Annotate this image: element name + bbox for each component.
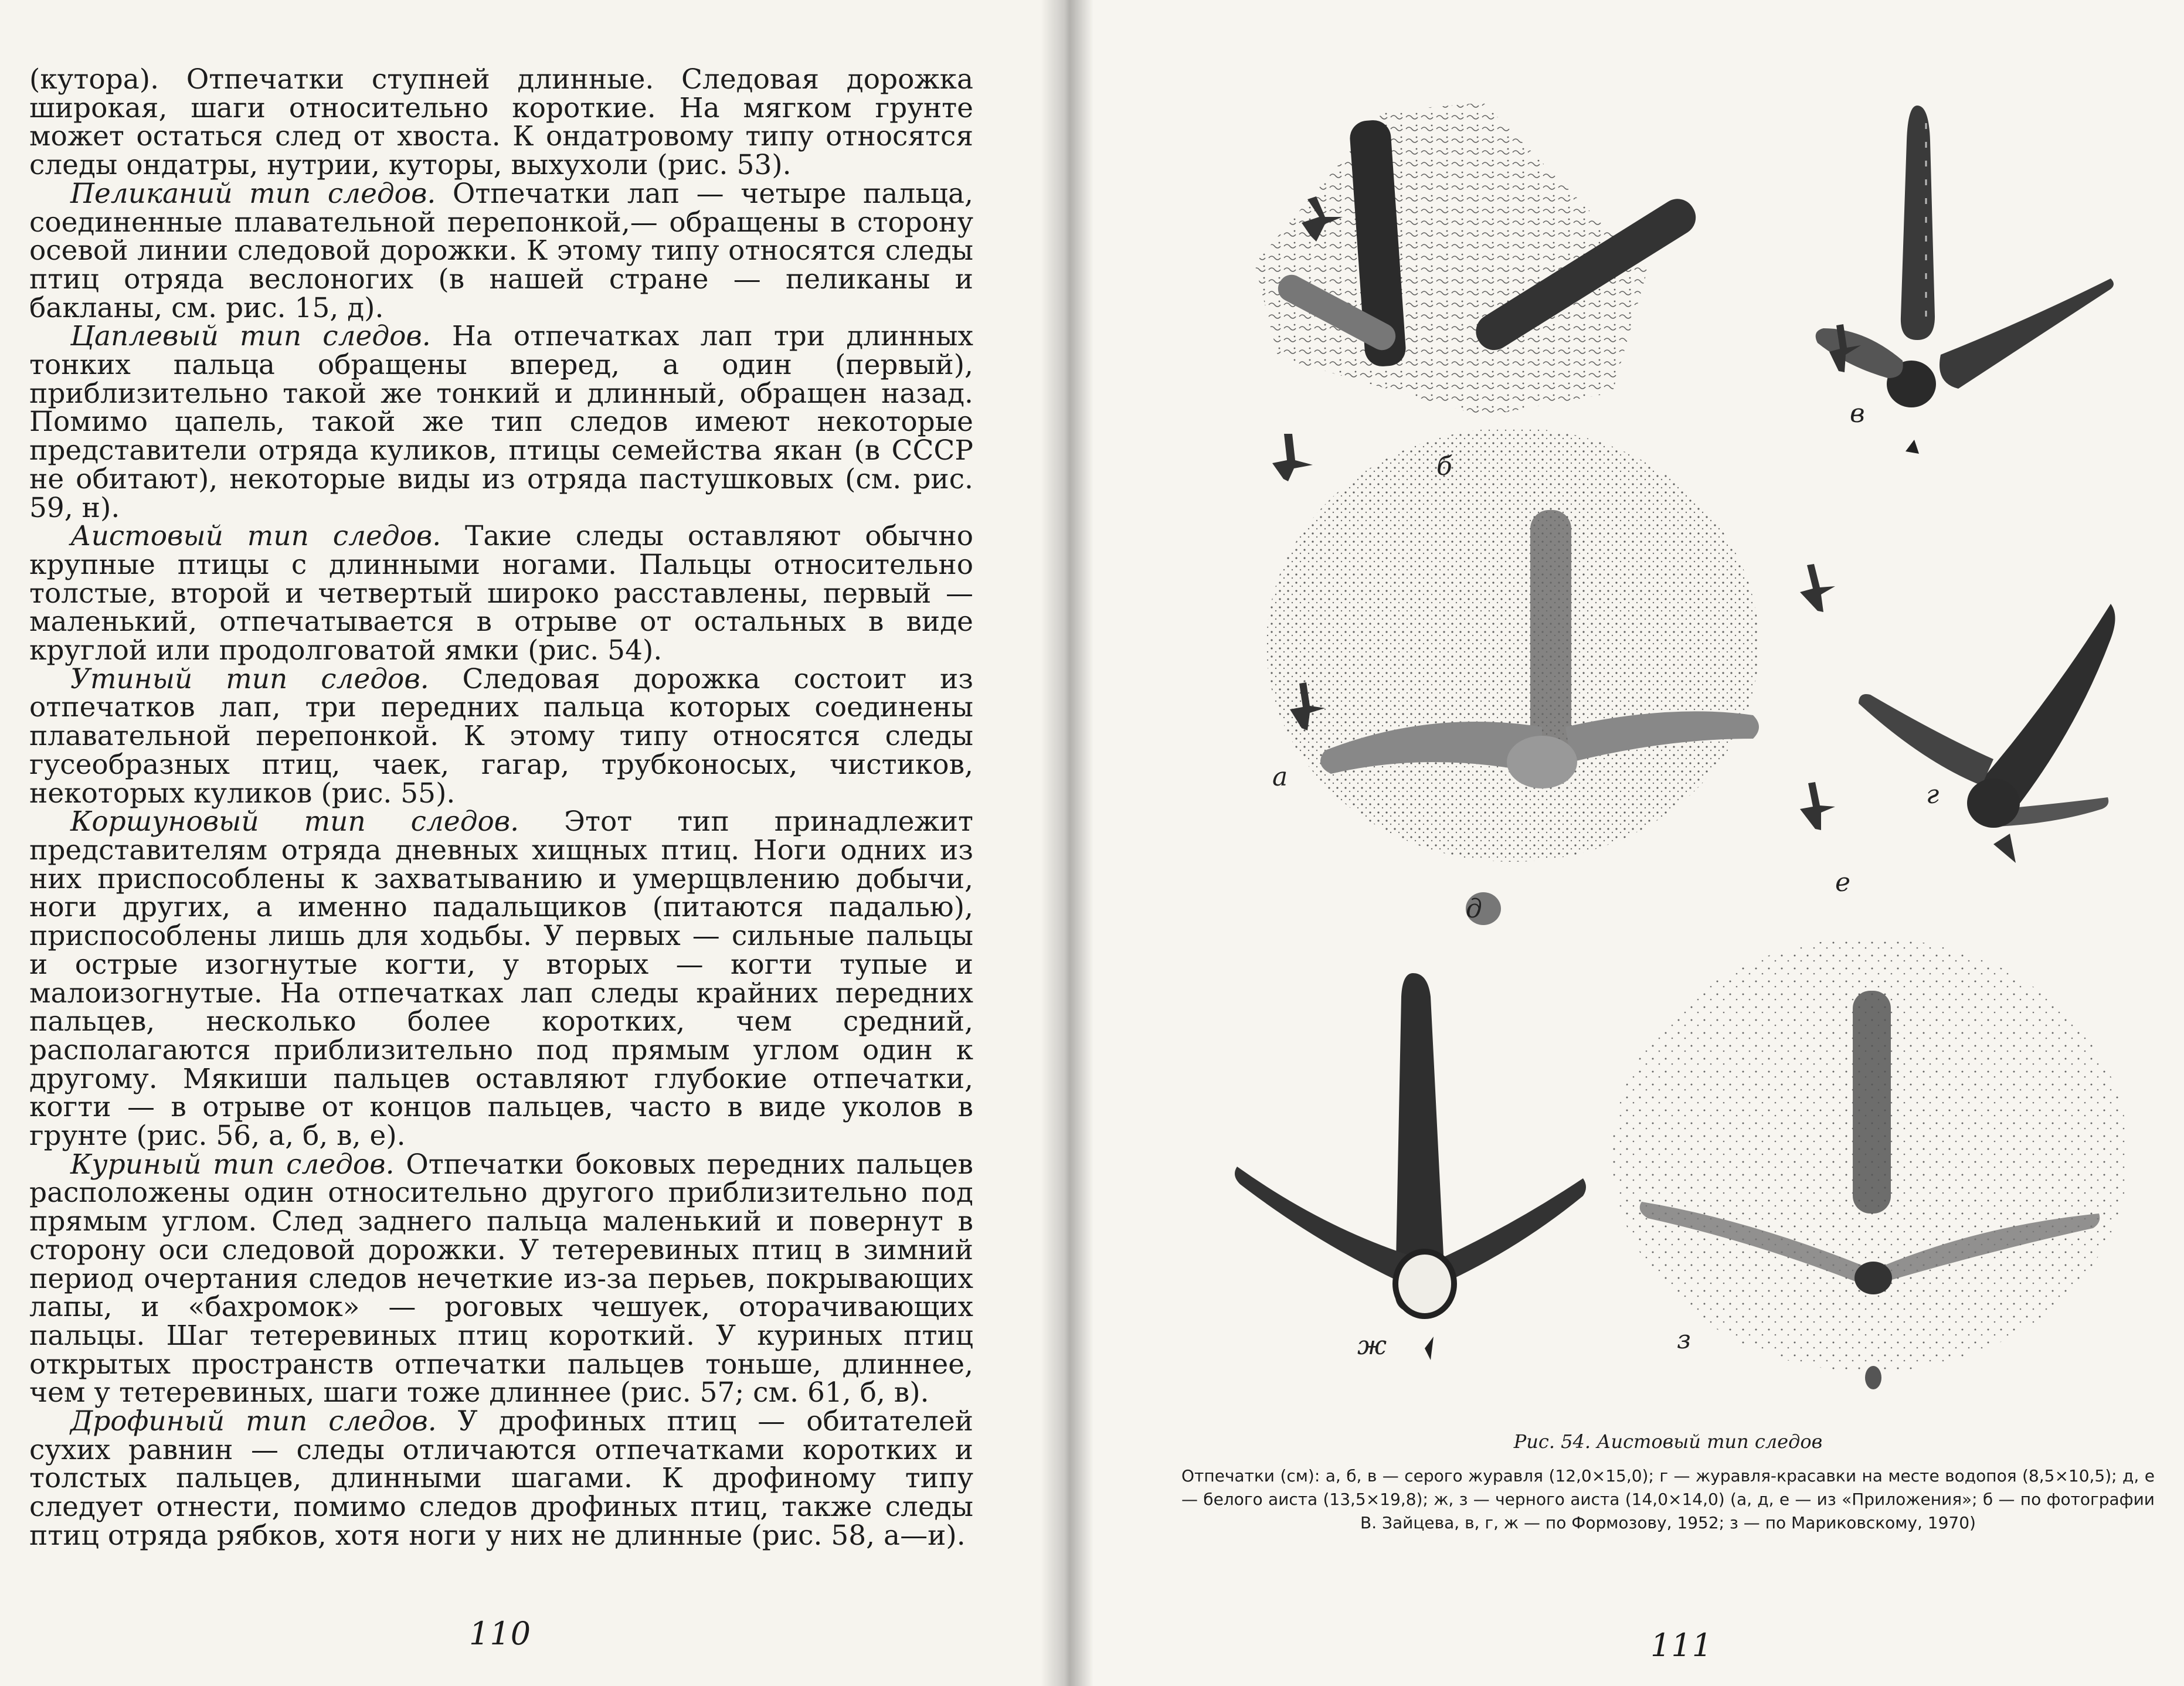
figure-label-e: е	[1835, 868, 1851, 898]
paragraph-title: Куриный тип следов.	[70, 1148, 395, 1181]
footprint-b	[1255, 103, 1703, 481]
paragraph-stork: Аистовый тип следов. Такие следы оставляют обычно крупные птицы с длинными ногами. Пальцы относительно толстые, второй и четвертый широко расставлены, первый — маленький, отпечатывается в отрыве от остальных в виде круглой или продолговатой ямки (рис. 54).	[29, 520, 973, 667]
figure-label-b: б	[1436, 451, 1452, 481]
figure-54-footprints	[1237, 88, 2111, 1419]
paragraph-kite: Коршуновый тип следов. Этот тип принадлежит представителям отряда дневных хищных птиц. Ноги одних из них приспособлены к захватыванию и умерщвлению добычи, ноги других, а именно падальщиков (питаются падалью), приспособлены лишь для ходьбы. У первых — сильные пальцы и острые изогнутые когти, у вторых — когти тупые и малоизогнутые. На отпечатках лап следы крайних передних пальцев, несколько более коротких, чем средний, располагаются приблизительно под прямым углом один к другому. Мякиши пальцев оставляют глубокие отпечатки, когти — в отрыве от концов пальцев, часто в виде уколов в грунте (рис. 56, а, б, в, е).	[29, 805, 973, 1153]
figure-label-z: з	[1677, 1325, 1691, 1355]
paragraph-title: Пеликаний тип следов.	[70, 177, 436, 210]
footprint-zh	[1235, 973, 1586, 1360]
left-page	[0, 0, 1055, 1686]
figure-caption	[1181, 1430, 2155, 1535]
paragraph-pelican: Пеликаний тип следов. Отпечатки лап — четыре пальца, соединенные плавательной перепонкой,— обращены в сторону осевой линии следовой дорожки. К этому типу относятся следы птиц отряда веслоногих (в нашей стране — пеликаны и бакланы, см. рис. 15, д).	[29, 177, 973, 324]
paragraph-bustard: Дрофиный тип следов. У дрофиных птиц — обитателей сухих равнин — следы отличаются отпечатками коротких и толстых пальцев, длинными шагами. К дрофиному типу следует отнести, помимо следов дрофиных птиц, также следы птиц отряда рябков, хотя ноги у них не длинные (рис. 58, а—и).	[29, 1405, 973, 1552]
paragraph-0: (кутора). Отпечатки ступней длинные. Следовая дорожка широкая, шаги относительно короткие. На мягком грунте может остаться след от хвоста. К ондатровому типу относятся следы ондатры, нутрии, куторы, выхухоли (рис. 53).	[29, 63, 973, 182]
caption-text: Отпечатки (см): а, б, в — серого журавля (12,0×15,0); г — журавля-красавки на месте водопоя (8,5×10,5); д, е — белого аиста (13,5×19,8); ж, з — черного аиста (14,0×14,0) (а, д, е — из «Приложения»; б — по фотографии В. Зайцева, в, г, ж — по Формозову, 1952; з — по Мариковскому, 1970)	[1181, 1466, 2155, 1532]
figure-label-zh: ж	[1357, 1331, 1387, 1361]
figure-label-v: в	[1850, 399, 1865, 429]
caption-title: Рис. 54. Аистовый тип следов	[1513, 1430, 1823, 1453]
figure-label-g: г	[1926, 780, 1940, 810]
paragraph-title: Дрофиный тип следов.	[70, 1405, 437, 1438]
footprint-illustrations	[1237, 88, 2111, 1419]
paragraph-title: Цаплевый тип следов.	[70, 320, 431, 353]
paragraph-heron: Цаплевый тип следов. На отпечатках лап три длинных тонких пальца обращены вперед, а один (первый), приблизительно такой же тонкий и длинный, обращен назад. Помимо цапель, такой же тип следов имеют некоторые представители отряда куликов, птицы семейства якан (в СССР не обитают), некоторые виды из отряда пастушковых (см. рис. 59, н).	[29, 320, 973, 524]
figure-label-d: д	[1466, 894, 1482, 924]
paragraph-chicken: Куриный тип следов. Отпечатки боковых передних пальцев расположены один относительно другого приблизительно под прямым углом. След заднего пальца маленький и повернут в сторону оси следовой дорожки. У тетеревиных птиц в зимний период очертания следов нечеткие из-за перьев, покрывающих лапы, и «бахромок» — роговых чешуек, оторачивающих пальцы. Шаг тетеревиных птиц короткий. У куриных птиц открытых пространств отпечатки пальцев тоньше, длиннее, чем у тетеревиных, шаги тоже длиннее (рис. 57; см. 61, б, в).	[29, 1148, 974, 1409]
paragraph-title: Утиный тип следов.	[70, 662, 429, 695]
paragraph-title: Аистовый тип следов.	[70, 520, 441, 553]
page-number-right: 111	[1650, 1627, 1713, 1664]
footprint-d	[1266, 428, 1835, 925]
figure-label-a: а	[1272, 762, 1288, 792]
left-page-text	[29, 63, 974, 1552]
footprint-g	[1859, 604, 2115, 863]
book-gutter	[1041, 0, 1093, 1686]
page-number-left: 110	[469, 1615, 532, 1652]
paragraph-title: Коршуновый тип следов.	[70, 805, 519, 838]
footprint-z	[1612, 938, 2128, 1389]
paragraph-duck: Утиный тип следов. Следовая дорожка состоит из отпечатков лап, три передних пальца которых соединены плавательной перепонкой. К этому типу относятся следы гусеобразных птиц, чаек, гагар, трубконосых, чистиков, некоторых куликов (рис. 55).	[29, 662, 973, 810]
